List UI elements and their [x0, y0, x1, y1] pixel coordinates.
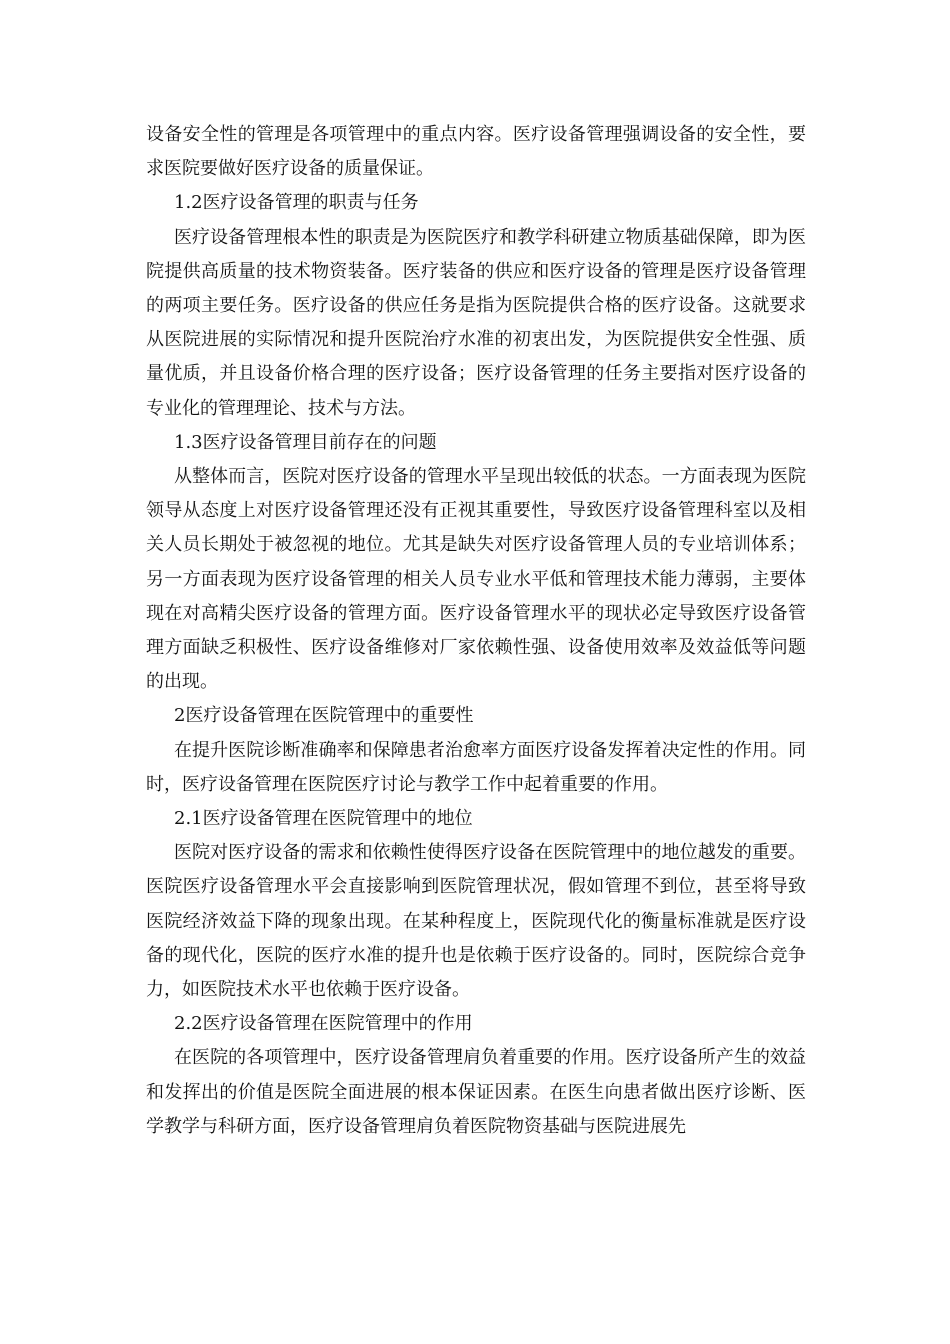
document-body: [146, 118, 806, 1144]
section-heading-2-1: 2.1医疗设备管理在医院管理中的地位: [174, 808, 473, 830]
paragraph-intro: 设备安全性的管理是各项管理中的重点内容。医疗设备管理强调设备的安全性，要求医院要做好医疗设备的质量保证。: [146, 124, 806, 180]
paragraph-duties: 医疗设备管理根本性的职责是为医院医疗和教学科研建立物质基础保障，即为医院提供高质量的技术物资装备。医疗装备的供应和医疗设备的管理是医疗设备管理的两项主要任务。医疗设备的供应任务是指为医院提供合格的医疗设备。这就要求从医院进展的实际情况和提升医院治疗水准的初衷出发，为医院提供安全性强、质量优质，并且设备价格合理的医疗设备；医疗设备管理的任务主要指对医疗设备的专业化的管理理论、技术与方法。: [146, 226, 806, 419]
paragraph-role: 在医院的各项管理中，医疗设备管理肩负着重要的作用。医疗设备所产生的效益和发挥出的价值是医院全面进展的根本保证因素。在医生向患者做出医疗诊断、医学教学与科研方面，医疗设备管理肩负着医院物资基础与医院进展先: [146, 1047, 806, 1137]
paragraph-importance: 在提升医院诊断准确率和保障患者治愈率方面医疗设备发挥着决定性的作用。同时，医疗设备管理在医院医疗讨论与教学工作中起着重要的作用。: [146, 739, 806, 795]
paragraph-problems: 从整体而言，医院对医疗设备的管理水平呈现出较低的状态。一方面表现为医院领导从态度上对医疗设备管理还没有正视其重要性，导致医疗设备管理科室以及相关人员长期处于被忽视的地位。尤其是缺失对医疗设备管理人员的专业培训体系；另一方面表现为医疗设备管理的相关人员专业水平低和管理技术能力薄弱，主要体现在对高精尖医疗设备的管理方面。医疗设备管理水平的现状必定导致医疗设备管理方面缺乏积极性、医疗设备维修对厂家依赖性强、设备使用效率及效益低等问题的出现。: [146, 466, 806, 693]
section-heading-1-2: 1.2医疗设备管理的职责与任务: [174, 192, 419, 214]
paragraph-status: 医院对医疗设备的需求和依赖性使得医疗设备在医院管理中的地位越发的重要。医院医疗设备管理水平会直接影响到医院管理状况，假如管理不到位，甚至将导致医院经济效益下降的现象出现。在某种程度上，医院现代化的衡量标准就是医疗设备的现代化，医院的医疗水准的提升也是依赖于医疗设备的。同时，医院综合竞争力，如医院技术水平也依赖于医疗设备。: [146, 842, 806, 1001]
section-heading-1-3: 1.3医疗设备管理目前存在的问题: [174, 431, 437, 453]
section-heading-2: 2医疗设备管理在医院管理中的重要性: [174, 705, 474, 727]
section-heading-2-2: 2.2医疗设备管理在医院管理中的作用: [174, 1013, 473, 1035]
